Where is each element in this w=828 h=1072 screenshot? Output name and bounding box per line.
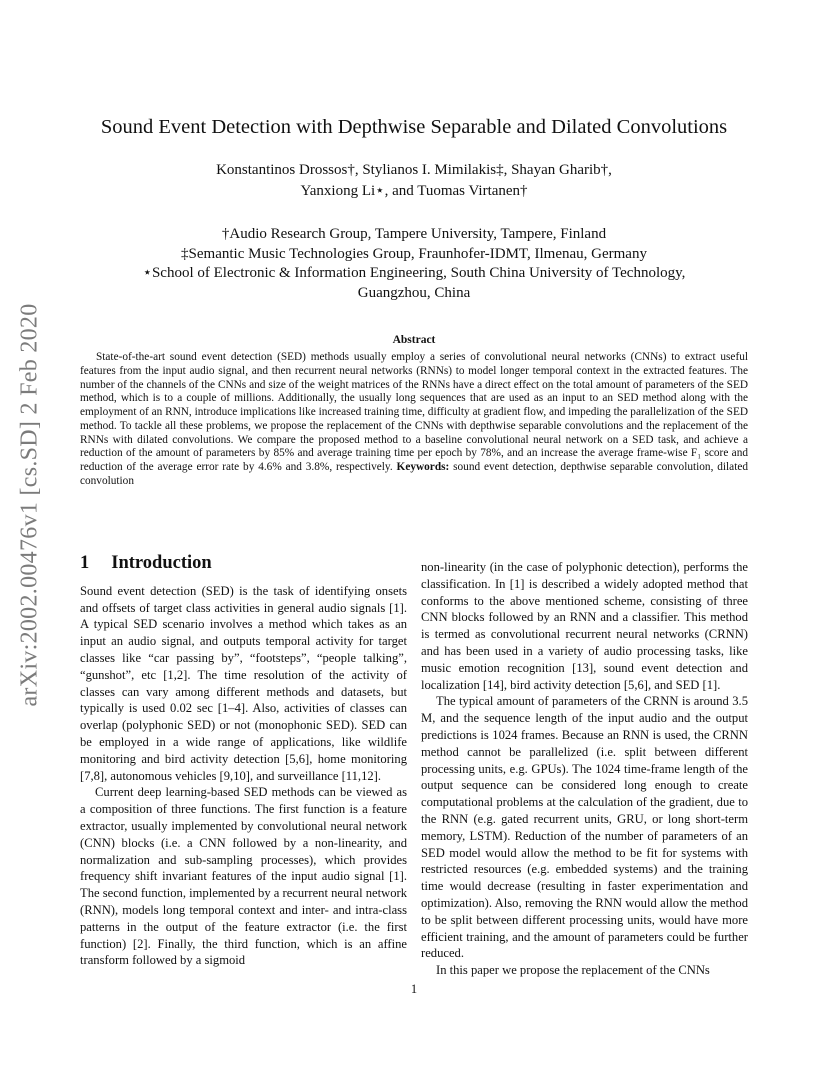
arxiv-id: arXiv:2002.00476v1 [cs.SD] 2 Feb 2020 <box>16 303 43 707</box>
section-number: 1 <box>80 553 90 573</box>
section-title: Introduction <box>111 553 212 573</box>
keywords-text: sound event detection, depthwise separable convolution, dilated convolution <box>80 461 748 487</box>
affiliation-list <box>60 225 768 303</box>
paper-title: Sound Event Detection with Depthwise Separable and Dilated Convolutions <box>100 116 728 138</box>
affiliation: ⋆School of Electronic & Information Engineering, South China University of Technology, <box>142 265 686 281</box>
affiliation: †Audio Research Group, Tampere University, Tampere, Finland <box>221 226 607 242</box>
paragraph: Sound event detection (SED) is the task of identifying onsets and offsets of target class activities in general audio signals [1]. A typical SED scenario involves a method which takes as an input an audio signal, and outputs temporal activity for target classes like “car passing by”, “footsteps”, “people talking”, “gunshot”, etc [1,2]. The time resolution of the activity of classes can vary among different methods and datasets, but typically is used 0.02 sec [1–4]. Also, activities of classes can overlap (polyphonic SED) or not (monophonic SED). SED can be employed in a wide range of applications, like wildlife monitoring and bird activity detection [5,6], home monitoring [7,8], autonomous vehicles [9,10], and surveillance [11,12]. <box>80 583 407 783</box>
affiliation: ‡Semantic Music Technologies Group, Fraunhofer-IDMT, Ilmenau, Germany <box>181 245 647 262</box>
section-heading <box>80 555 407 572</box>
affiliation: Guangzhou, China <box>357 284 471 301</box>
abstract-text: State-of-the-art sound event detection (SED) methods usually employ a series of convolutional neural networks (CNNs) to extract useful features from the input audio signal, and then recurrent neural networks (RNNs) to model longer temporal context in the extracted features. The number of the channels of the CNNs and size of the weight matrices of the RNNs have a direct effect on the total amount of parameters of the SED method, which is to a couple of millions. Additionally, the usually long sequences that are used as an input to an SED method along with the employment of an RNN, introduce implications like increased training time, difficulty at gradient flow, and impeding the parallelization of the SED method. To tackle all these problems, we propose the replacement of the CNNs with depthwise separable convolutions and the replacement of the RNNs with dilated convolutions. We compare the proposed method to a baseline convolutional neural network on a SED task, and achieve a reduction of the amount of parameters by 85% and average training time per epoch by 78%, and an increase the average frame-wise F₁ score and reduction of the average error rate by 4.6% and 3.8%, respectively. <box>80 351 748 473</box>
keywords-label: Keywords: <box>396 461 450 473</box>
author-list <box>80 160 748 202</box>
abstract-heading: Abstract <box>392 334 436 346</box>
paragraph: In this paper we propose the replacement of the CNNs <box>436 963 710 978</box>
right-column <box>421 559 748 979</box>
abstract-body <box>80 351 748 489</box>
left-column <box>80 555 407 969</box>
paragraph: non-linearity (in the case of polyphonic detection), performs the classification. In [1] is described a widely adopted method that conforms to the above mentioned scheme, consisting of three CNN blocks followed by an RNN and a classifier. This method is termed as convolutional recurrent neural networks (CRNN) and has been used in a variety of audio processing tasks, like music emotion recognition [13], sound event detection and localization [14], bird activity detection [5,6], and SED [1]. <box>421 560 748 692</box>
paragraph: The typical amount of parameters of the CRNN is around 3.5 M, and the sequence length of the input audio and the output predictions is 1024 frames. Because an RNN is used, the CRNN method cannot be parallelized (i.e. split between different processing units, e.g. GPUs). The 1024 time-frame length of the output sequence can be considered long enough to create computational problems at the calculation of the gradient, due to the RNN (e.g. gated recurrent units, GRU, or long short-term memory, LSTM). Reduction of the number of parameters of an SED model would allow the method to be fit for systems with restricted resources (e.g. embedded systems) and the training time would decrease (resulting in faster experimentation and optimization). Also, removing the RNN would allow the method to be split between different processing units, would have more efficient training, and the amount of parameters could be further reduced. <box>421 694 748 961</box>
arxiv-sidebar-stamp <box>14 295 46 715</box>
paragraph: Current deep learning-based SED methods can be viewed as a composition of three functions. The first function is a feature extractor, usually implemented by convolutional neural network (CNN) blocks (i.e. a CNN followed by a non-linearity, and normalization and sub-sampling processes), which provides frequency shift invariant features of the input audio signal [1]. The second function, implemented by a recurrent neural network (RNN), models long temporal context and inter- and intra-class patterns in the output of the feature extractor (i.e. the first function) [2]. Finally, the third function, which is an affine transform followed by a sigmoid <box>80 785 407 968</box>
author-line: Yanxiong Li⋆, and Tuomas Virtanen† <box>300 183 528 199</box>
author-line: Konstantinos Drossos†, Stylianos I. Mimilakis‡, Shayan Gharib†, <box>216 162 612 178</box>
page-number: 1 <box>410 982 418 996</box>
